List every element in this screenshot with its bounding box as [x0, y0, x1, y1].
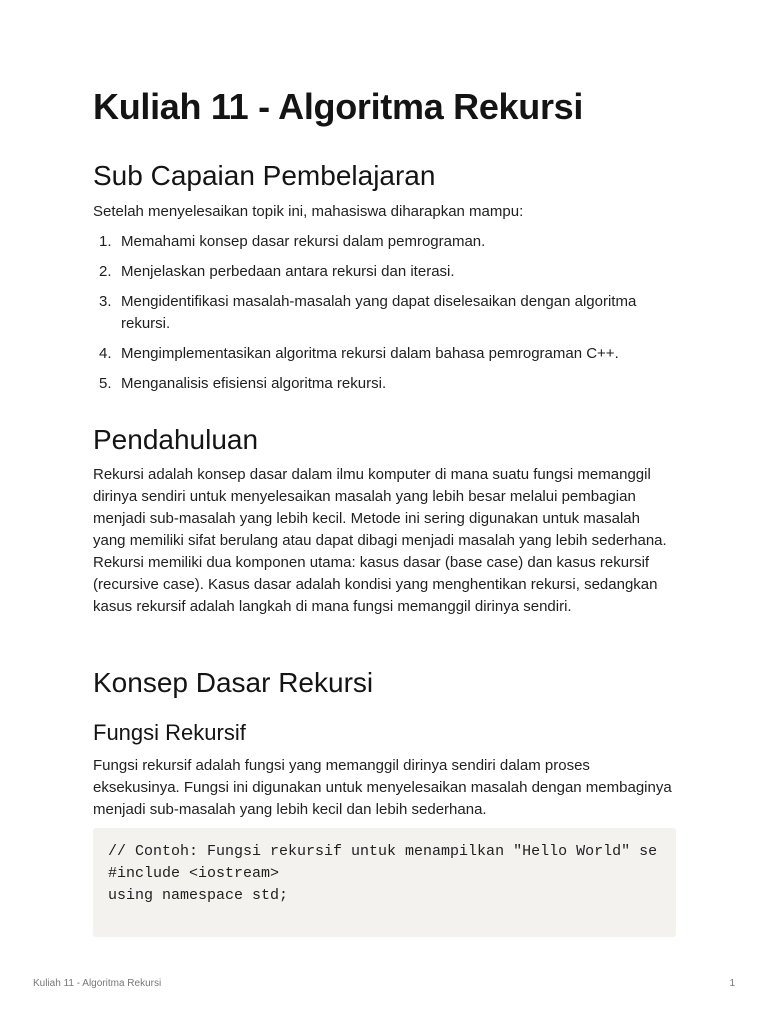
list-item-number: 4. — [99, 345, 112, 362]
footer-page-number: 1 — [729, 978, 735, 989]
fungsi-rekursif-paragraph: Fungsi rekursif adalah fungsi yang memanggil dirinya sendiri dalam proses eksekusinya. Fungsi ini digunakan untuk menyelesaikan masalah dengan membaginya menjadi sub-masalah yang lebih kecil dan lebih sederhana. — [93, 757, 672, 818]
list-item — [93, 291, 676, 335]
document-title: Kuliah 11 - Algoritma Rekursi — [93, 86, 584, 127]
list-item-text: Menganalisis efisiensi algoritma rekursi. — [121, 375, 387, 392]
list-item-text: Mengimplementasikan algoritma rekursi dalam bahasa pemrograman C++. — [121, 345, 619, 362]
pendahuluan-paragraph: Rekursi adalah konsep dasar dalam ilmu komputer di mana suatu fungsi memanggil dirinya sendiri untuk menyelesaikan masalah yang lebih besar melalui pembagian menjadi sub-masalah yang lebih kecil. Metode ini sering digunakan untuk masalah yang memiliki sifat berulang atau dapat dibagi menjadi masalah yang lebih sederhana. Rekursi memiliki dua komponen utama: kasus dasar (base case) dan kasus rekursif (recursive case). Kasus dasar adalah kondisi yang menghentikan rekursi, sedangkan kasus rekursif adalah langkah di mana fungsi memanggil dirinya sendiri. — [93, 466, 667, 615]
list-item-text: Memahami konsep dasar rekursi dalam pemrograman. — [121, 233, 486, 250]
code-content — [93, 828, 676, 907]
learning-objectives-list — [93, 231, 676, 403]
footer-title: Kuliah 11 - Algoritma Rekursi — [33, 978, 162, 989]
section-heading-pendahuluan: Pendahuluan — [93, 424, 259, 455]
code-line: #include <iostream> — [108, 865, 280, 882]
list-item — [93, 373, 676, 395]
sub-capaian-intro: Setelah menyelesaikan topik ini, mahasiswa diharapkan mampu: — [93, 203, 524, 220]
list-item-text: Mengidentifikasi masalah-masalah yang dapat diselesaikan dengan algoritma rekursi. — [121, 293, 637, 332]
code-block[interactable] — [93, 828, 676, 937]
list-item-text: Menjelaskan perbedaan antara rekursi dan iterasi. — [121, 263, 455, 280]
list-item — [93, 231, 676, 253]
section-heading-konsep-dasar: Konsep Dasar Rekursi — [93, 667, 374, 698]
subsection-heading-fungsi-rekursif: Fungsi Rekursif — [93, 720, 246, 745]
list-item — [93, 261, 676, 283]
list-item-number: 1. — [99, 233, 112, 250]
list-item-number: 5. — [99, 375, 112, 392]
code-line: using namespace std; — [108, 887, 289, 904]
code-line: // Contoh: Fungsi rekursif untuk menampilkan "Hello World" se — [108, 843, 658, 860]
list-item — [93, 343, 676, 365]
section-heading-sub-capaian: Sub Capaian Pembelajaran — [93, 160, 436, 191]
list-item-number: 2. — [99, 263, 112, 280]
list-item-number: 3. — [99, 293, 112, 310]
